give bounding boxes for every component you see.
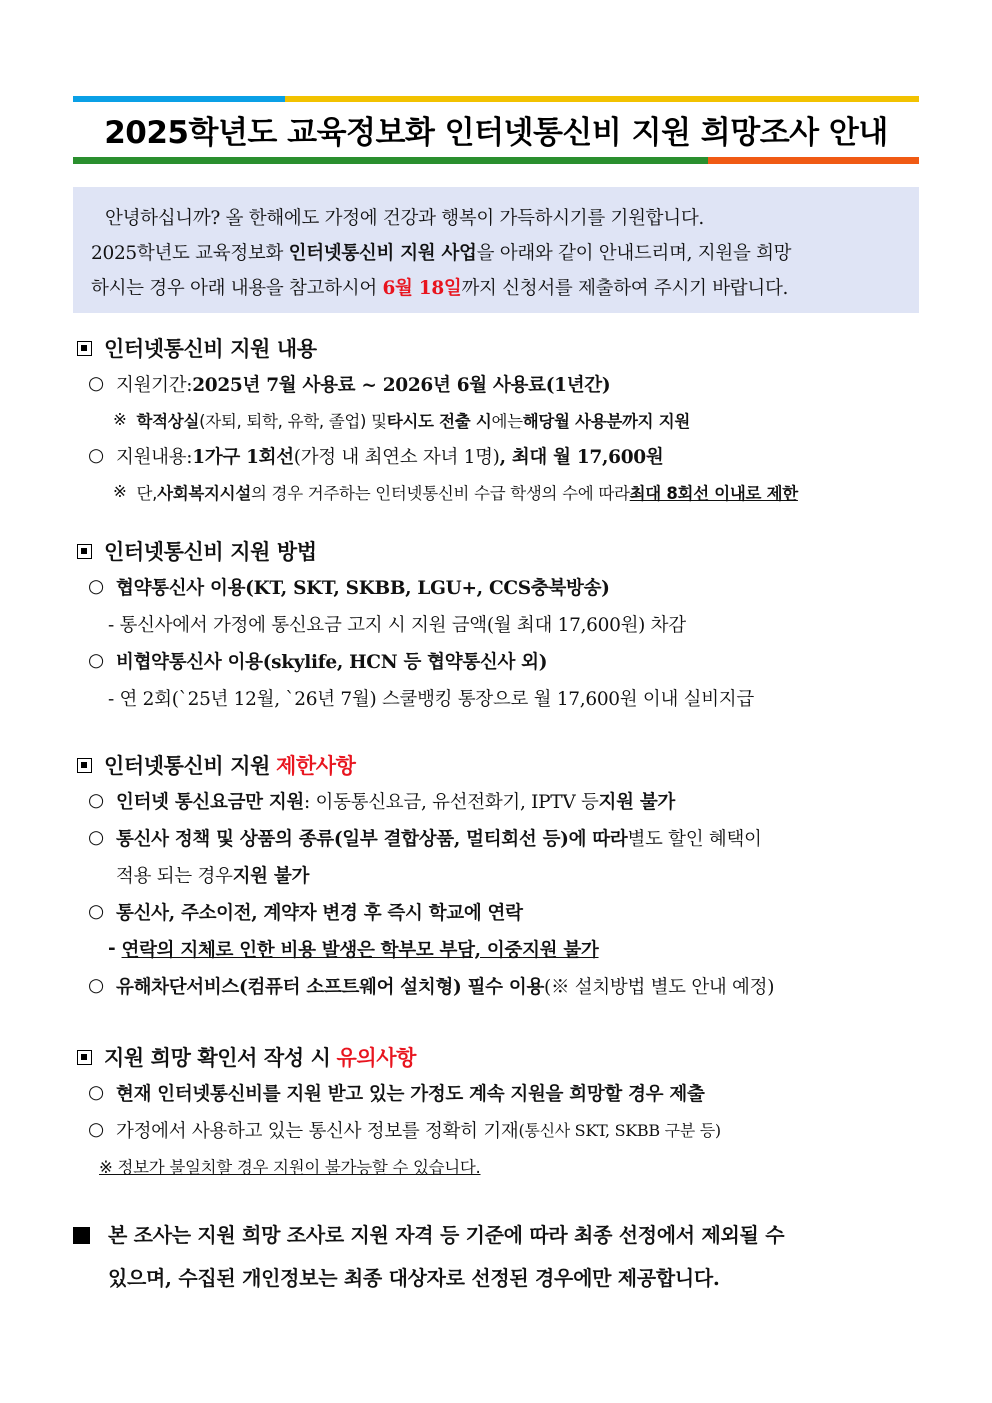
note-continuing-support: ○ 현재 인터넷통신비를 지원 받고 있는 가정도 계속 지원을 희망할 경우 제출 bbox=[88, 1082, 705, 1105]
program-name: 인터넷통신비 지원 사업 bbox=[288, 243, 477, 264]
circle-bullet-icon: ○ bbox=[88, 827, 104, 848]
final-notice bbox=[73, 1214, 923, 1300]
reference-mark-icon: ※ bbox=[113, 410, 127, 429]
support-content: ○ 지원내용: 1가구 1회선 (가정 내 최연소 자녀 1명) , 최대 월 17,600원 bbox=[88, 445, 664, 468]
final-notice-line-1: 본 조사는 지원 희망 조사로 지원 자격 등 기준에 따라 최종 선정에서 제외될 수 bbox=[73, 1214, 923, 1257]
title-bar-green bbox=[73, 157, 708, 164]
support-content-note: ※ 단, 사회복지시설 의 경우 거주하는 인터넷통신비 수급 학생의 수에 따라 최대 8회선 이내로 제한 bbox=[113, 482, 798, 503]
intro-line-3: 하시는 경우 아래 내용을 참고하시어 6월 18일까지 신청서를 제출하여 주시기 바랍니다. bbox=[91, 278, 789, 299]
section-restrictions bbox=[73, 748, 933, 1004]
restriction-internet-only: ○ 인터넷 통신요금만 지원 : 이동통신요금, 유선전화기, IPTV 등 지원 불가 bbox=[88, 790, 675, 813]
section-heading: 인터넷통신비 지원 제한사항 bbox=[73, 748, 933, 782]
restriction-change-notify: ○ 통신사, 주소이전, 계약자 변경 후 즉시 학교에 연락 bbox=[88, 901, 523, 924]
title-bar-orange bbox=[708, 157, 919, 164]
circle-bullet-icon: ○ bbox=[88, 790, 104, 811]
non-partner-carrier: ○ 비협약통신사 이용(skylife, HCN 등 협약통신사 외) bbox=[88, 650, 548, 673]
final-notice-line-2: 있으며, 수집된 개인정보는 최종 대상자로 선정된 경우에만 제공합니다. bbox=[108, 1266, 720, 1290]
checkbox-square-icon bbox=[77, 1050, 92, 1065]
note-carrier-info: ○ 가정에서 사용하고 있는 통신사 정보를 정확히 기재 (통신사 SKT, SKBB 구분 등) bbox=[88, 1119, 721, 1142]
partner-carrier: ○ 협약통신사 이용(KT, SKT, SKBB, LGU+, CCS충북방송) bbox=[88, 576, 610, 599]
circle-bullet-icon: ○ bbox=[88, 901, 104, 922]
section-heading: 인터넷통신비 지원 방법 bbox=[73, 534, 933, 568]
section-form-notes bbox=[73, 1040, 933, 1183]
black-square-icon bbox=[73, 1227, 90, 1244]
section-heading: 지원 희망 확인서 작성 시 유의사항 bbox=[73, 1040, 933, 1074]
support-period-note: ※ 학적상실 (자퇴, 퇴학, 유학, 졸업) 및 타시도 전출 시 에는 해당월 사용분까지 지원 bbox=[113, 410, 691, 431]
deadline-date: 6월 18일 bbox=[382, 278, 462, 299]
circle-bullet-icon: ○ bbox=[88, 975, 104, 996]
restriction-filter-service: ○ 유해차단서비스(컴퓨터 소프트웨어 설치형) 필수 이용 (※ 설치방법 별도 안내 예정) bbox=[88, 975, 775, 998]
circle-bullet-icon: ○ bbox=[88, 1119, 104, 1140]
checkbox-square-icon bbox=[77, 341, 92, 356]
section-heading: 인터넷통신비 지원 내용 bbox=[73, 331, 933, 365]
partner-carrier-detail: - 통신사에서 가정에 통신요금 고지 시 지원 금액(월 최대 17,600원) 차감 bbox=[108, 614, 686, 636]
restriction-change-notify-detail: - 연락의 지체로 인한 비용 발생은 학부모 부담, 이중지원 불가 bbox=[108, 938, 599, 961]
support-period: ○ 지원기간: 2025년 7월 사용료 ~ 2026년 6월 사용료(1년간) bbox=[88, 373, 611, 396]
intro-line-1: 안녕하십니까? 올 한해에도 가정에 건강과 행복이 가득하시기를 기원합니다. bbox=[105, 208, 704, 229]
checkbox-square-icon bbox=[77, 758, 92, 773]
page-title: 2025학년도 교육정보화 인터넷통신비 지원 희망조사 안내 bbox=[104, 115, 888, 151]
section-support-method bbox=[73, 534, 933, 716]
restriction-carrier-policy: ○ 통신사 정책 및 상품의 종류(일부 결합상품, 멀티회선 등)에 따라 별도 할인 혜택이 bbox=[88, 827, 762, 850]
section-support-content bbox=[73, 331, 933, 509]
title-bottom-bar bbox=[73, 157, 919, 164]
circle-bullet-icon: ○ bbox=[88, 650, 104, 671]
circle-bullet-icon: ○ bbox=[88, 576, 104, 597]
circle-bullet-icon: ○ bbox=[88, 1082, 104, 1103]
restriction-carrier-policy-cont: 적용 되는 경우 지원 불가 bbox=[116, 865, 310, 887]
intro-line-2-text: 2025학년도 교육정보화 인터넷통신비 지원 사업을 아래와 같이 안내드리며, 지원을 희망 bbox=[91, 243, 792, 264]
note-mismatch-warning: ※ 정보가 불일치할 경우 지원이 불가능할 수 있습니다. bbox=[99, 1157, 481, 1177]
checkbox-square-icon bbox=[77, 544, 92, 559]
circle-bullet-icon: ○ bbox=[88, 445, 104, 466]
non-partner-carrier-detail: - 연 2회(`25년 12월, `26년 7월) 스쿨뱅킹 통장으로 월 17,600원 이내 실비지급 bbox=[108, 688, 754, 710]
circle-bullet-icon: ○ bbox=[88, 373, 104, 394]
reference-mark-icon: ※ bbox=[113, 482, 127, 501]
intro-line-2 bbox=[91, 236, 899, 271]
intro-box bbox=[73, 187, 919, 313]
